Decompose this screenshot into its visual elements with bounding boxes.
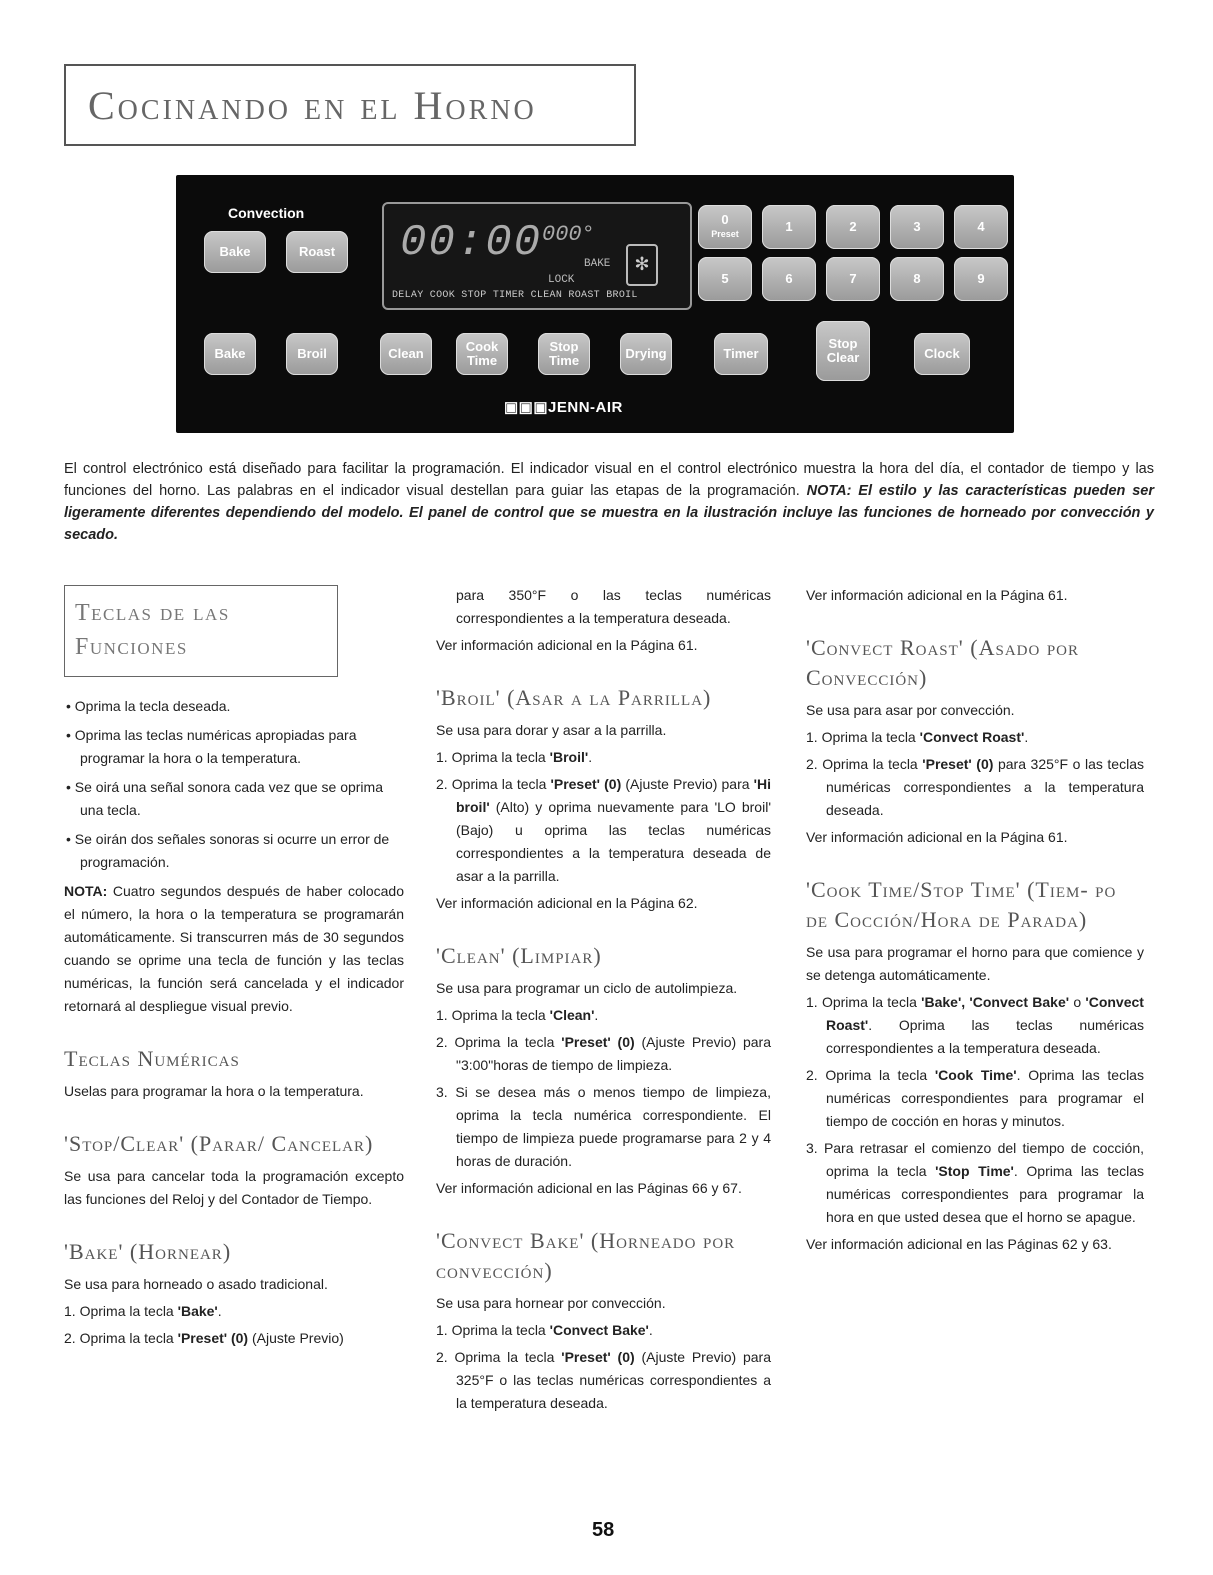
page-number: 58 xyxy=(592,1519,615,1541)
reference-61b: Ver información adicional en la Página 61. xyxy=(806,829,1068,845)
panel-button-drying: Drying xyxy=(620,333,672,375)
panel-button-timer: Timer xyxy=(714,333,768,375)
display-time: 00:00 xyxy=(400,218,543,268)
reference-62: Ver información adicional en la Página 62. xyxy=(436,895,698,911)
control-panel-illustration xyxy=(176,175,1014,433)
broil-step-2: 2. Oprima la tecla 'Preset' (0) (Ajuste Previo) para 'Hi broil' (Alto) y oprima nuevamente para 'LO broil' (Bajo) u oprima las teclas numéricas correspondientes a la temperatura deseada de asar a la parrilla. xyxy=(436,776,771,884)
paragraph-bake: Se usa para horneado o asado tradicional. xyxy=(64,1276,328,1292)
step-text: o xyxy=(1069,994,1086,1010)
step-text: . Oprima las teclas numéricas correspondientes para programar la hora en que usted desea que el horno se apague. xyxy=(826,1163,1144,1225)
step-key: 'Bake', 'Convect Bake' xyxy=(921,994,1070,1010)
function-keys-heading-box xyxy=(64,585,338,677)
number-key-8: 8 xyxy=(890,257,944,301)
step-text: para 325°F o las teclas numéricas correspondientes a la temperatura deseada. xyxy=(826,756,1144,818)
heading-bake: 'Bake' (Hornear) xyxy=(64,1239,232,1264)
heading-broil: 'Broil' (Asar a la Parrilla) xyxy=(436,685,712,710)
step-text: . Oprima las teclas numéricas correspondientes a la temperatura deseada. xyxy=(826,1017,1144,1056)
step-text: . xyxy=(648,1322,653,1338)
intro-text: El control electrónico está diseñado para facilitar la programación. El indicador visual en el control electrónico muestra la hora del día, el contador de tiempo y las funciones del horno. Las palabras en el indicador visual destellan para guiar las etapas de la programación. xyxy=(64,461,1154,499)
clean-step-3: 3. Si se desea más o menos tiempo de limpieza, oprima la tecla numérica correspondiente. El tiempo de limpieza puede programarse para 2 y 4 horas de duración. xyxy=(436,1084,771,1169)
step-text: Oprima la tecla xyxy=(821,994,922,1010)
list-item: • Oprima las teclas numéricas apropiadas para programar la hora o la temperatura. xyxy=(66,727,357,766)
heading-convect-bake: 'Convect Bake' (Horneado por convección) xyxy=(436,1228,736,1283)
reference-61: Ver información adicional en la Página 61. xyxy=(436,637,698,653)
bake-step-1: 1. Oprima la tecla 'Bake'. xyxy=(64,1303,222,1319)
paragraph-cook-stop-time: Se usa para programar el horno para que comience y se detenga automáticamente. xyxy=(806,944,1144,983)
page-title: Cocinando en el Horno xyxy=(88,82,537,128)
bake-step-2-continued: para 350°F o las teclas numéricas correspondientes a la temperatura deseada. xyxy=(456,587,771,626)
cook-step-3: 3. Para retrasar el comienzo del tiempo de cocción, oprima la tecla 'Stop Time'. Oprima las teclas numéricas correspondientes para programar la hora en que usted desea que el horno se apague. xyxy=(806,1140,1144,1225)
step-key: 'Preset' (0) xyxy=(550,776,622,792)
list-item: • Se oirá una señal sonora cada vez que se oprima una tecla. xyxy=(66,779,383,818)
step-text: Oprima la tecla xyxy=(821,729,920,745)
step-key: 'Bake' xyxy=(177,1303,218,1319)
step-text: Si se desea más o menos tiempo de limpieza, oprima la tecla numérica correspondiente. El tiempo de limpieza puede programarse para 2 y 4 horas de duración. xyxy=(455,1084,771,1169)
number-key-6: 6 xyxy=(762,257,816,301)
step-text: (Ajuste Previo) para "3:00"horas de tiempo de limpieza. xyxy=(456,1034,771,1073)
panel-button-clean: Clean xyxy=(380,333,432,375)
step-text: (Alto) y oprima nuevamente para 'LO broil' (Bajo) u oprima las teclas numéricas correspondientes a la temperatura deseada de asar a la parrilla. xyxy=(456,799,771,884)
step-text: . xyxy=(1024,729,1029,745)
broil-step-1: 1. Oprima la tecla 'Broil'. xyxy=(436,749,593,765)
column-2 xyxy=(436,584,771,1419)
panel-button-stop-clear: Stop Clear xyxy=(816,321,870,381)
display-modes: DELAY COOK STOP TIMER CLEAN ROAST BROIL xyxy=(392,290,638,301)
number-key-4: 4 xyxy=(954,205,1008,249)
step-text: . Oprima las teclas numéricas correspondientes para programar el tiempo de cocción en horas y minutos. xyxy=(826,1067,1144,1129)
nota-paragraph xyxy=(64,880,404,1018)
clean-step-1: 1. Oprima la tecla 'Clean'. xyxy=(436,1007,599,1023)
step-key: 'Preset' (0) xyxy=(177,1330,249,1346)
step-text: Oprima la tecla xyxy=(451,1322,550,1338)
list-item: • Oprima la tecla deseada. xyxy=(66,698,231,714)
step-key: 'Stop Time' xyxy=(935,1163,1014,1179)
brand-logo xyxy=(504,398,623,416)
step-text: Oprima la tecla xyxy=(451,749,550,765)
step-key: 'Hi broil' xyxy=(456,776,771,815)
reference-66-67: Ver información adicional en las Páginas 66 y 67. xyxy=(436,1180,742,1196)
heading-convect-roast: 'Convect Roast' (Asado por Convección) xyxy=(806,635,1080,690)
convect-roast-step-1: 1. Oprima la tecla 'Convect Roast'. xyxy=(806,729,1029,745)
bake-step-2: 2. Oprima la tecla 'Preset' (0) (Ajuste Previo) xyxy=(64,1330,344,1346)
bullet-text: Oprima las teclas numéricas apropiadas para programar la hora o la temperatura. xyxy=(74,727,357,766)
step-key: 'Preset' (0) xyxy=(922,756,994,772)
step-text: Oprima la tecla xyxy=(79,1303,178,1319)
number-key-9: 9 xyxy=(954,257,1008,301)
panel-button-clock: Clock xyxy=(914,333,970,375)
convect-roast-step-2: 2. Oprima la tecla 'Preset' (0) para 325°F o las teclas numéricas correspondientes a la temperatura deseada. xyxy=(806,756,1144,818)
function-keys-heading: Teclas de las Funciones xyxy=(75,600,230,660)
step-key: 'Convect Roast' xyxy=(826,994,1144,1033)
panel-button-bake: Bake xyxy=(204,333,256,375)
step-text: . xyxy=(588,749,593,765)
step-text: Para retrasar el comienzo del tiempo de cocción, oprima la tecla xyxy=(823,1140,1144,1179)
step-key: 'Cook Time' xyxy=(934,1067,1017,1083)
step-text: Oprima la tecla xyxy=(825,1067,935,1083)
display-bake: BAKE xyxy=(584,258,611,270)
step-text: . xyxy=(594,1007,599,1023)
step-key: 'Convect Roast' xyxy=(919,729,1025,745)
display-temp: 000° xyxy=(542,222,595,247)
number-key-3: 3 xyxy=(890,205,944,249)
step-text: . xyxy=(217,1303,222,1319)
heading-stop-clear: 'Stop/Clear' (Parar/ Cancelar) xyxy=(64,1131,374,1156)
paragraph-numericas: Uselas para programar la hora o la temperatura. xyxy=(64,1083,364,1099)
column-3 xyxy=(806,584,1144,1260)
fan-icon: ✻ xyxy=(626,244,658,286)
step-key: 'Preset' (0) xyxy=(561,1349,635,1365)
oven-display xyxy=(382,202,692,310)
step-text: (Ajuste Previo) para 325°F o las teclas numéricas correspondientes a la temperatura deseada. xyxy=(456,1349,771,1411)
number-key-2: 2 xyxy=(826,205,880,249)
bullet-text: Oprima la tecla deseada. xyxy=(74,698,231,714)
column-1 xyxy=(64,585,404,1354)
paragraph-convect-bake: Se usa para hornear por convección. xyxy=(436,1295,666,1311)
cook-step-1: 1. Oprima la tecla 'Bake', 'Convect Bake' o 'Convect Roast'. Oprima las teclas numéricas correspondientes a la temperatura deseada. xyxy=(806,994,1144,1056)
step-key: 'Preset' (0) xyxy=(561,1034,635,1050)
brand-name: JENN-AIR xyxy=(548,399,623,416)
reference-62-63: Ver información adicional en las Páginas 62 y 63. xyxy=(806,1236,1112,1252)
display-lock: LOCK xyxy=(548,274,575,286)
step-text: Oprima la tecla xyxy=(79,1330,178,1346)
heading-clean: 'Clean' (Limpiar) xyxy=(436,943,602,968)
panel-button-conv-roast: Roast xyxy=(286,231,348,273)
panel-button-conv-bake: Bake xyxy=(204,231,266,273)
number-key-0-label: 0 xyxy=(721,212,729,227)
panel-button-broil: Broil xyxy=(286,333,338,375)
number-key-7: 7 xyxy=(826,257,880,301)
step-key: 'Broil' xyxy=(549,749,589,765)
panel-button-cook-time: Cook Time xyxy=(456,333,508,375)
cook-step-2: 2. Oprima la tecla 'Cook Time'. Oprima las teclas numéricas correspondientes para programar el tiempo de cocción en horas y minutos. xyxy=(806,1067,1144,1129)
page-title-box xyxy=(64,64,636,146)
clean-step-2: 2. Oprima la tecla 'Preset' (0) (Ajuste Previo) para "3:00"horas de tiempo de limpieza. xyxy=(436,1034,771,1073)
reference-61: Ver información adicional en la Página 61. xyxy=(806,587,1068,603)
preset-label: Preset xyxy=(711,229,739,239)
number-key-0 xyxy=(698,205,752,249)
paragraph-convect-roast: Se usa para asar por convección. xyxy=(806,702,1015,718)
step-text: Oprima la tecla xyxy=(451,776,551,792)
step-text: Oprima la tecla xyxy=(454,1349,562,1365)
step-key: 'Clean' xyxy=(549,1007,595,1023)
heading-cook-stop-time: 'Cook Time/Stop Time' (Tiem- po de Cocción/Hora de Parada) xyxy=(806,877,1117,932)
number-key-1: 1 xyxy=(762,205,816,249)
step-text: Oprima la tecla xyxy=(454,1034,562,1050)
convect-bake-step-1: 1. Oprima la tecla 'Convect Bake'. xyxy=(436,1322,653,1338)
brand-mark-icon: ▣▣▣ xyxy=(504,399,549,416)
intro-paragraph xyxy=(64,458,1154,546)
paragraph-stop-clear: Se usa para cancelar toda la programación excepto las funciones del Reloj y del Contador de Tiempo. xyxy=(64,1168,404,1207)
step-text: (Ajuste Previo) para xyxy=(621,776,754,792)
nota-label: NOTA: xyxy=(64,883,108,899)
heading-numericas: Teclas Numéricas xyxy=(64,1046,240,1071)
bullet-text: Se oirán dos señales sonoras si ocurre un error de programación. xyxy=(74,831,390,870)
nota-text: Cuatro segundos después de haber colocado el número, la hora o la temperatura se programarán automáticamente. Si transcurren más de 30 segundos cuando se oprime una tecla de función y las teclas numéricas, la función será cancelada y el indicador retornará al despliegue visual previo. xyxy=(64,883,404,1014)
intro-note: NOTA: El estilo y las características pueden ser ligeramente diferentes dependiendo del modelo. El panel de control que se muestra en la ilustración incluye las funciones de horneado por convección y secado. xyxy=(64,483,1155,543)
step-key: 'Convect Bake' xyxy=(549,1322,649,1338)
paragraph-clean: Se usa para programar un ciclo de autolimpieza. xyxy=(436,980,738,996)
number-key-5: 5 xyxy=(698,257,752,301)
bullet-text: Se oirá una señal sonora cada vez que se oprima una tecla. xyxy=(74,779,383,818)
list-item: • Se oirán dos señales sonoras si ocurre un error de programación. xyxy=(66,831,390,870)
convection-label: Convection xyxy=(228,205,305,221)
convect-bake-step-2: 2. Oprima la tecla 'Preset' (0) (Ajuste Previo) para 325°F o las teclas numéricas correspondientes a la temperatura deseada. xyxy=(436,1349,771,1411)
step-text: Oprima la tecla xyxy=(822,756,923,772)
panel-button-stop-time: Stop Time xyxy=(538,333,590,375)
step-text: (Ajuste Previo) xyxy=(248,1330,344,1346)
step-text: Oprima la tecla xyxy=(451,1007,550,1023)
paragraph-broil: Se usa para dorar y asar a la parrilla. xyxy=(436,722,667,738)
